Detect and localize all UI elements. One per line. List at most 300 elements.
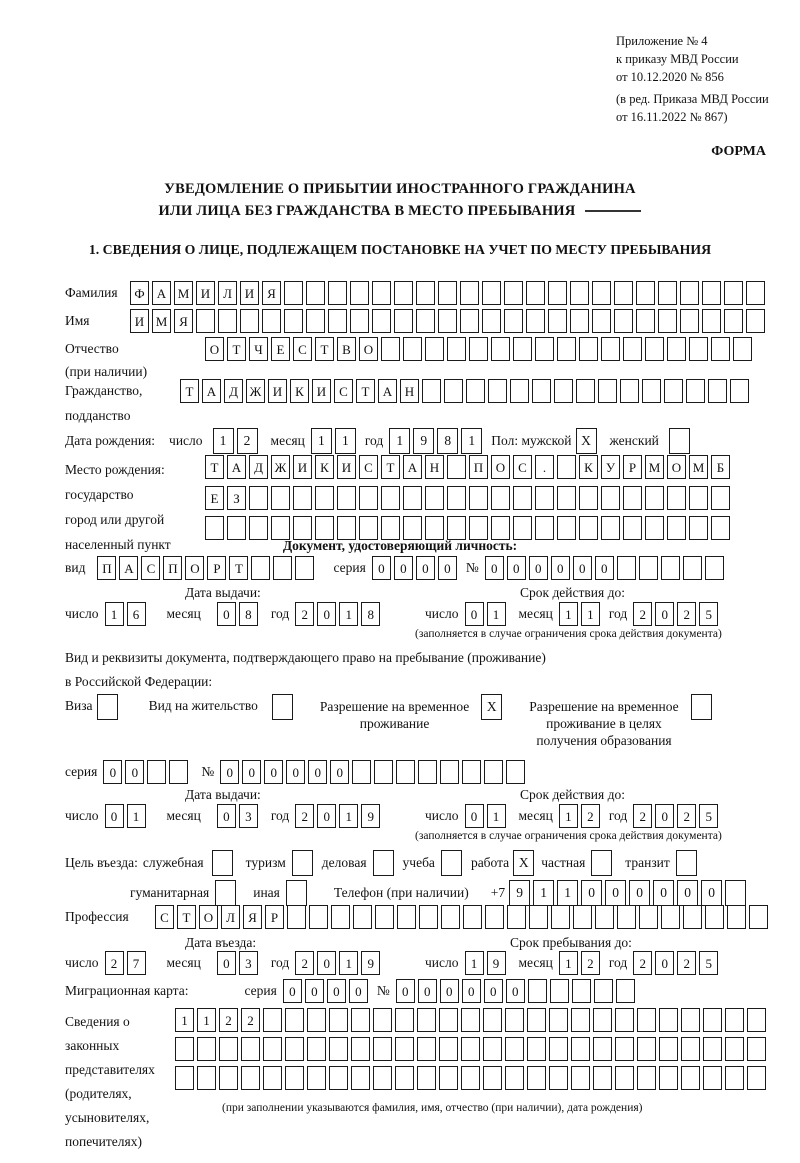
stay-month-cell[interactable]: 1 [559, 951, 578, 975]
migration-number-cell[interactable]: 0 [440, 979, 459, 1003]
citizenship-cell[interactable] [444, 379, 463, 403]
residence-number-cell[interactable] [440, 760, 459, 784]
representatives-cell[interactable]: 1 [197, 1008, 216, 1032]
doc-expiry-year-cell[interactable]: 2 [633, 602, 652, 626]
migration-number-cell[interactable] [616, 979, 635, 1003]
patronymic-cell[interactable] [491, 337, 510, 361]
profession-cell[interactable] [309, 905, 328, 929]
birth-year-cell[interactable]: 8 [437, 428, 458, 454]
citizenship-cell[interactable] [466, 379, 485, 403]
birth-place-cell[interactable] [447, 486, 466, 510]
citizenship-cell[interactable] [620, 379, 639, 403]
doc-issue-year-cell[interactable]: 8 [361, 602, 380, 626]
representatives-cell[interactable] [483, 1037, 502, 1061]
doc-expiry-month-cell[interactable]: 1 [559, 602, 578, 626]
given-name-cell[interactable] [680, 309, 699, 333]
representatives-cell[interactable] [549, 1008, 568, 1032]
patronymic-cell[interactable] [557, 337, 576, 361]
profession-cell[interactable] [683, 905, 702, 929]
given-name-cell[interactable] [636, 309, 655, 333]
surname-cell[interactable] [416, 281, 435, 305]
patronymic-cell[interactable]: Ч [249, 337, 268, 361]
citizenship-cell[interactable] [422, 379, 441, 403]
birth-place-cell[interactable] [535, 516, 554, 540]
representatives-cell[interactable] [439, 1037, 458, 1061]
doc-number-cell[interactable] [683, 556, 702, 580]
representatives-cell[interactable] [527, 1008, 546, 1032]
citizenship-cell[interactable] [554, 379, 573, 403]
doc-issue-year-cell[interactable]: 0 [317, 602, 336, 626]
residence-number-cell[interactable]: 0 [220, 760, 239, 784]
given-name-cell[interactable] [306, 309, 325, 333]
birth-place-cell[interactable] [469, 486, 488, 510]
representatives-cell[interactable] [593, 1008, 612, 1032]
given-name-cell[interactable] [504, 309, 523, 333]
birth-place-cell[interactable] [689, 516, 708, 540]
purpose-other-checkbox-cell[interactable] [286, 880, 307, 906]
birth-place-cell[interactable] [447, 516, 466, 540]
representatives-cell[interactable] [637, 1008, 656, 1032]
representatives-cell[interactable] [637, 1066, 656, 1090]
sex-male-checkbox-cell[interactable]: X [576, 428, 597, 454]
representatives-cell[interactable] [373, 1066, 392, 1090]
purpose-private-checkbox-cell[interactable] [591, 850, 612, 876]
migration-number-cell[interactable] [550, 979, 569, 1003]
representatives-cell[interactable] [307, 1037, 326, 1061]
citizenship-cell[interactable] [488, 379, 507, 403]
residence-series-cell[interactable] [147, 760, 166, 784]
doc-series-cell[interactable]: 0 [394, 556, 413, 580]
citizenship-cell[interactable]: Ж [246, 379, 265, 403]
doc-expiry-day-cell[interactable]: 1 [487, 602, 506, 626]
surname-cell[interactable]: И [240, 281, 259, 305]
residence-number-cell[interactable] [396, 760, 415, 784]
purpose-business-checkbox-cell[interactable] [373, 850, 394, 876]
residence-expiry-day-cell[interactable]: 1 [487, 804, 506, 828]
given-name-cell[interactable] [614, 309, 633, 333]
patronymic-cell[interactable] [425, 337, 444, 361]
profession-cell[interactable] [573, 905, 592, 929]
citizenship-cell[interactable] [708, 379, 727, 403]
surname-cell[interactable]: Ф [130, 281, 149, 305]
surname-cell[interactable]: М [174, 281, 193, 305]
profession-cell[interactable]: Я [243, 905, 262, 929]
profession-cell[interactable] [331, 905, 350, 929]
birth-place-cell[interactable]: Р [623, 455, 642, 479]
birth-place-cell[interactable] [359, 516, 378, 540]
representatives-cell[interactable] [659, 1066, 678, 1090]
birth-month-cell[interactable]: 1 [311, 428, 332, 454]
representatives-cell[interactable] [571, 1037, 590, 1061]
migration-number-cell[interactable]: 0 [484, 979, 503, 1003]
visa-checkbox-cell[interactable] [97, 694, 118, 720]
representatives-cell[interactable]: 2 [219, 1008, 238, 1032]
birth-place-cell[interactable] [557, 455, 576, 479]
surname-cell[interactable] [614, 281, 633, 305]
birth-place-cell[interactable] [425, 516, 444, 540]
phone-digit-cell[interactable]: 0 [605, 880, 626, 906]
given-name-cell[interactable] [350, 309, 369, 333]
entry-year-cell[interactable]: 1 [339, 951, 358, 975]
birth-place-cell[interactable]: Ж [271, 455, 290, 479]
stay-year-cell[interactable]: 5 [699, 951, 718, 975]
citizenship-cell[interactable]: Т [356, 379, 375, 403]
doc-series-cell[interactable]: 0 [372, 556, 391, 580]
residence-number-cell[interactable]: 0 [242, 760, 261, 784]
patronymic-cell[interactable] [601, 337, 620, 361]
entry-month-cell[interactable]: 0 [217, 951, 236, 975]
migration-number-cell[interactable] [572, 979, 591, 1003]
citizenship-cell[interactable] [730, 379, 749, 403]
surname-cell[interactable] [438, 281, 457, 305]
patronymic-cell[interactable]: Т [315, 337, 334, 361]
profession-cell[interactable] [507, 905, 526, 929]
doc-number-cell[interactable] [639, 556, 658, 580]
representatives-cell[interactable] [593, 1037, 612, 1061]
doc-expiry-year-cell[interactable]: 0 [655, 602, 674, 626]
citizenship-cell[interactable]: К [290, 379, 309, 403]
residence-number-cell[interactable] [418, 760, 437, 784]
profession-cell[interactable] [595, 905, 614, 929]
representatives-cell[interactable] [307, 1066, 326, 1090]
residence-expiry-year-cell[interactable]: 5 [699, 804, 718, 828]
birth-place-cell[interactable] [337, 516, 356, 540]
doc-number-cell[interactable] [705, 556, 724, 580]
doc-number-cell[interactable]: 0 [485, 556, 504, 580]
profession-cell[interactable] [749, 905, 768, 929]
representatives-cell[interactable] [285, 1066, 304, 1090]
birth-place-cell[interactable]: К [579, 455, 598, 479]
birth-place-cell[interactable]: С [513, 455, 532, 479]
migration-series-cell[interactable]: 0 [283, 979, 302, 1003]
profession-cell[interactable] [551, 905, 570, 929]
profession-cell[interactable] [375, 905, 394, 929]
entry-day-cell[interactable]: 2 [105, 951, 124, 975]
birth-place-cell[interactable]: Т [381, 455, 400, 479]
representatives-cell[interactable] [571, 1066, 590, 1090]
birth-place-cell[interactable] [667, 516, 686, 540]
birth-place-cell[interactable]: И [293, 455, 312, 479]
doc-series-cell[interactable]: 0 [438, 556, 457, 580]
entry-year-cell[interactable]: 9 [361, 951, 380, 975]
doc-type-cell[interactable]: Т [229, 556, 248, 580]
doc-number-cell[interactable] [661, 556, 680, 580]
birth-place-cell[interactable] [689, 486, 708, 510]
representatives-cell[interactable] [461, 1008, 480, 1032]
birth-place-cell[interactable] [579, 486, 598, 510]
patronymic-cell[interactable] [689, 337, 708, 361]
surname-cell[interactable] [350, 281, 369, 305]
patronymic-cell[interactable] [579, 337, 598, 361]
birth-place-cell[interactable] [425, 486, 444, 510]
representatives-cell[interactable] [285, 1037, 304, 1061]
patronymic-cell[interactable] [403, 337, 422, 361]
phone-digit-cell[interactable]: 0 [701, 880, 722, 906]
representatives-cell[interactable] [571, 1008, 590, 1032]
given-name-cell[interactable]: М [152, 309, 171, 333]
residence-series-cell[interactable]: 0 [103, 760, 122, 784]
representatives-cell[interactable] [307, 1008, 326, 1032]
residence-permit-checkbox-cell[interactable] [272, 694, 293, 720]
representatives-cell[interactable] [483, 1066, 502, 1090]
patronymic-cell[interactable] [711, 337, 730, 361]
birth-place-cell[interactable]: М [645, 455, 664, 479]
entry-year-cell[interactable]: 2 [295, 951, 314, 975]
doc-type-cell[interactable]: П [97, 556, 116, 580]
doc-number-cell[interactable]: 0 [595, 556, 614, 580]
given-name-cell[interactable] [746, 309, 765, 333]
representatives-cell[interactable] [527, 1037, 546, 1061]
surname-cell[interactable] [636, 281, 655, 305]
doc-number-cell[interactable]: 0 [573, 556, 592, 580]
profession-cell[interactable] [463, 905, 482, 929]
birth-place-cell[interactable] [205, 516, 224, 540]
patronymic-cell[interactable]: О [205, 337, 224, 361]
citizenship-cell[interactable] [642, 379, 661, 403]
representatives-cell[interactable] [175, 1066, 194, 1090]
birth-place-cell[interactable]: Н [425, 455, 444, 479]
representatives-cell[interactable] [703, 1066, 722, 1090]
surname-cell[interactable] [680, 281, 699, 305]
given-name-cell[interactable]: Я [174, 309, 193, 333]
given-name-cell[interactable] [570, 309, 589, 333]
profession-cell[interactable] [705, 905, 724, 929]
citizenship-cell[interactable]: Н [400, 379, 419, 403]
migration-series-cell[interactable]: 0 [305, 979, 324, 1003]
birth-place-cell[interactable] [623, 516, 642, 540]
profession-cell[interactable] [617, 905, 636, 929]
citizenship-cell[interactable]: И [312, 379, 331, 403]
citizenship-cell[interactable]: Д [224, 379, 243, 403]
profession-cell[interactable]: Л [221, 905, 240, 929]
citizenship-cell[interactable] [686, 379, 705, 403]
representatives-cell[interactable] [439, 1008, 458, 1032]
birth-place-cell[interactable]: Б [711, 455, 730, 479]
representatives-cell[interactable] [373, 1008, 392, 1032]
given-name-cell[interactable] [592, 309, 611, 333]
birth-place-cell[interactable] [711, 486, 730, 510]
birth-place-cell[interactable] [491, 486, 510, 510]
representatives-cell[interactable] [747, 1066, 766, 1090]
doc-type-cell[interactable] [295, 556, 314, 580]
representatives-cell[interactable] [725, 1008, 744, 1032]
representatives-cell[interactable] [527, 1066, 546, 1090]
birth-place-cell[interactable] [557, 486, 576, 510]
residence-expiry-year-cell[interactable]: 2 [633, 804, 652, 828]
birth-place-cell[interactable]: О [667, 455, 686, 479]
representatives-cell[interactable] [373, 1037, 392, 1061]
stay-year-cell[interactable]: 0 [655, 951, 674, 975]
phone-digit-cell[interactable]: 0 [653, 880, 674, 906]
residence-issue-year-cell[interactable]: 9 [361, 804, 380, 828]
birth-place-cell[interactable] [315, 516, 334, 540]
citizenship-cell[interactable] [664, 379, 683, 403]
doc-type-cell[interactable]: О [185, 556, 204, 580]
representatives-cell[interactable] [329, 1008, 348, 1032]
representatives-cell[interactable] [263, 1066, 282, 1090]
residence-number-cell[interactable] [484, 760, 503, 784]
representatives-cell[interactable] [681, 1066, 700, 1090]
birth-place-cell[interactable]: С [359, 455, 378, 479]
given-name-cell[interactable] [658, 309, 677, 333]
birth-place-cell[interactable] [469, 516, 488, 540]
patronymic-cell[interactable] [469, 337, 488, 361]
profession-cell[interactable] [727, 905, 746, 929]
surname-cell[interactable] [372, 281, 391, 305]
given-name-cell[interactable] [548, 309, 567, 333]
birth-place-cell[interactable] [381, 516, 400, 540]
migration-number-cell[interactable]: 0 [506, 979, 525, 1003]
entry-month-cell[interactable]: 3 [239, 951, 258, 975]
entry-year-cell[interactable]: 0 [317, 951, 336, 975]
representatives-cell[interactable] [659, 1037, 678, 1061]
residence-number-cell[interactable]: 0 [264, 760, 283, 784]
migration-series-cell[interactable]: 0 [349, 979, 368, 1003]
sex-female-checkbox-cell[interactable] [669, 428, 690, 454]
surname-cell[interactable] [658, 281, 677, 305]
residence-expiry-year-cell[interactable]: 2 [677, 804, 696, 828]
birth-place-cell[interactable]: Д [249, 455, 268, 479]
residence-number-cell[interactable] [374, 760, 393, 784]
representatives-cell[interactable] [615, 1008, 634, 1032]
surname-cell[interactable] [548, 281, 567, 305]
representatives-cell[interactable] [329, 1037, 348, 1061]
doc-type-cell[interactable]: Р [207, 556, 226, 580]
doc-type-cell[interactable]: А [119, 556, 138, 580]
birth-place-cell[interactable] [381, 486, 400, 510]
representatives-cell[interactable] [263, 1037, 282, 1061]
birth-place-cell[interactable] [557, 516, 576, 540]
birth-place-cell[interactable] [711, 516, 730, 540]
birth-place-cell[interactable]: З [227, 486, 246, 510]
doc-type-cell[interactable] [273, 556, 292, 580]
entry-day-cell[interactable]: 7 [127, 951, 146, 975]
given-name-cell[interactable] [196, 309, 215, 333]
citizenship-cell[interactable] [510, 379, 529, 403]
birth-year-cell[interactable]: 1 [389, 428, 410, 454]
given-name-cell[interactable] [218, 309, 237, 333]
patronymic-cell[interactable] [447, 337, 466, 361]
surname-cell[interactable] [570, 281, 589, 305]
patronymic-cell[interactable]: О [359, 337, 378, 361]
representatives-cell[interactable] [197, 1037, 216, 1061]
representatives-cell[interactable] [219, 1037, 238, 1061]
purpose-study-checkbox-cell[interactable] [441, 850, 462, 876]
given-name-cell[interactable] [240, 309, 259, 333]
given-name-cell[interactable] [416, 309, 435, 333]
representatives-cell[interactable]: 2 [241, 1008, 260, 1032]
birth-place-cell[interactable] [579, 516, 598, 540]
stay-year-cell[interactable]: 2 [677, 951, 696, 975]
representatives-cell[interactable] [219, 1066, 238, 1090]
doc-issue-month-cell[interactable]: 8 [239, 602, 258, 626]
profession-cell[interactable] [661, 905, 680, 929]
temp-permit-edu-checkbox-cell[interactable] [691, 694, 712, 720]
patronymic-cell[interactable]: В [337, 337, 356, 361]
citizenship-cell[interactable]: А [202, 379, 221, 403]
representatives-cell[interactable] [659, 1008, 678, 1032]
surname-cell[interactable] [284, 281, 303, 305]
representatives-cell[interactable] [703, 1037, 722, 1061]
doc-number-cell[interactable] [617, 556, 636, 580]
birth-place-cell[interactable]: . [535, 455, 554, 479]
citizenship-cell[interactable]: И [268, 379, 287, 403]
profession-cell[interactable] [529, 905, 548, 929]
stay-day-cell[interactable]: 9 [487, 951, 506, 975]
representatives-cell[interactable] [395, 1037, 414, 1061]
residence-issue-year-cell[interactable]: 1 [339, 804, 358, 828]
representatives-cell[interactable] [175, 1037, 194, 1061]
doc-type-cell[interactable]: С [141, 556, 160, 580]
doc-series-cell[interactable]: 0 [416, 556, 435, 580]
purpose-tourism-checkbox-cell[interactable] [292, 850, 313, 876]
patronymic-cell[interactable] [667, 337, 686, 361]
birth-place-cell[interactable] [337, 486, 356, 510]
given-name-cell[interactable] [328, 309, 347, 333]
surname-cell[interactable] [746, 281, 765, 305]
phone-digit-cell[interactable] [725, 880, 746, 906]
doc-number-cell[interactable]: 0 [529, 556, 548, 580]
birth-place-cell[interactable] [667, 486, 686, 510]
profession-cell[interactable] [287, 905, 306, 929]
representatives-cell[interactable] [505, 1066, 524, 1090]
phone-digit-cell[interactable]: 0 [677, 880, 698, 906]
migration-number-cell[interactable]: 0 [462, 979, 481, 1003]
surname-cell[interactable]: И [196, 281, 215, 305]
representatives-cell[interactable] [329, 1066, 348, 1090]
representatives-cell[interactable] [725, 1066, 744, 1090]
doc-expiry-year-cell[interactable]: 2 [677, 602, 696, 626]
profession-cell[interactable]: Т [177, 905, 196, 929]
birth-place-cell[interactable] [293, 516, 312, 540]
patronymic-cell[interactable]: Е [271, 337, 290, 361]
citizenship-cell[interactable]: Т [180, 379, 199, 403]
given-name-cell[interactable] [460, 309, 479, 333]
residence-issue-year-cell[interactable]: 2 [295, 804, 314, 828]
citizenship-cell[interactable] [576, 379, 595, 403]
representatives-cell[interactable] [395, 1008, 414, 1032]
given-name-cell[interactable] [526, 309, 545, 333]
representatives-cell[interactable] [483, 1008, 502, 1032]
birth-place-cell[interactable]: А [227, 455, 246, 479]
representatives-cell[interactable] [681, 1008, 700, 1032]
birth-place-cell[interactable] [315, 486, 334, 510]
profession-cell[interactable] [397, 905, 416, 929]
representatives-cell[interactable] [417, 1066, 436, 1090]
residence-expiry-year-cell[interactable]: 0 [655, 804, 674, 828]
birth-place-cell[interactable]: И [337, 455, 356, 479]
representatives-cell[interactable] [703, 1008, 722, 1032]
birth-place-cell[interactable] [447, 455, 466, 479]
representatives-cell[interactable] [747, 1037, 766, 1061]
doc-issue-day-cell[interactable]: 6 [127, 602, 146, 626]
birth-place-cell[interactable]: У [601, 455, 620, 479]
representatives-cell[interactable] [241, 1066, 260, 1090]
patronymic-cell[interactable]: Т [227, 337, 246, 361]
doc-number-cell[interactable]: 0 [507, 556, 526, 580]
patronymic-cell[interactable]: С [293, 337, 312, 361]
birth-place-cell[interactable] [249, 486, 268, 510]
given-name-cell[interactable] [372, 309, 391, 333]
residence-number-cell[interactable]: 0 [308, 760, 327, 784]
residence-number-cell[interactable]: 0 [330, 760, 349, 784]
given-name-cell[interactable]: И [130, 309, 149, 333]
representatives-cell[interactable] [505, 1008, 524, 1032]
birth-day-cell[interactable]: 2 [237, 428, 258, 454]
representatives-cell[interactable] [505, 1037, 524, 1061]
purpose-transit-checkbox-cell[interactable] [676, 850, 697, 876]
representatives-cell[interactable] [637, 1037, 656, 1061]
